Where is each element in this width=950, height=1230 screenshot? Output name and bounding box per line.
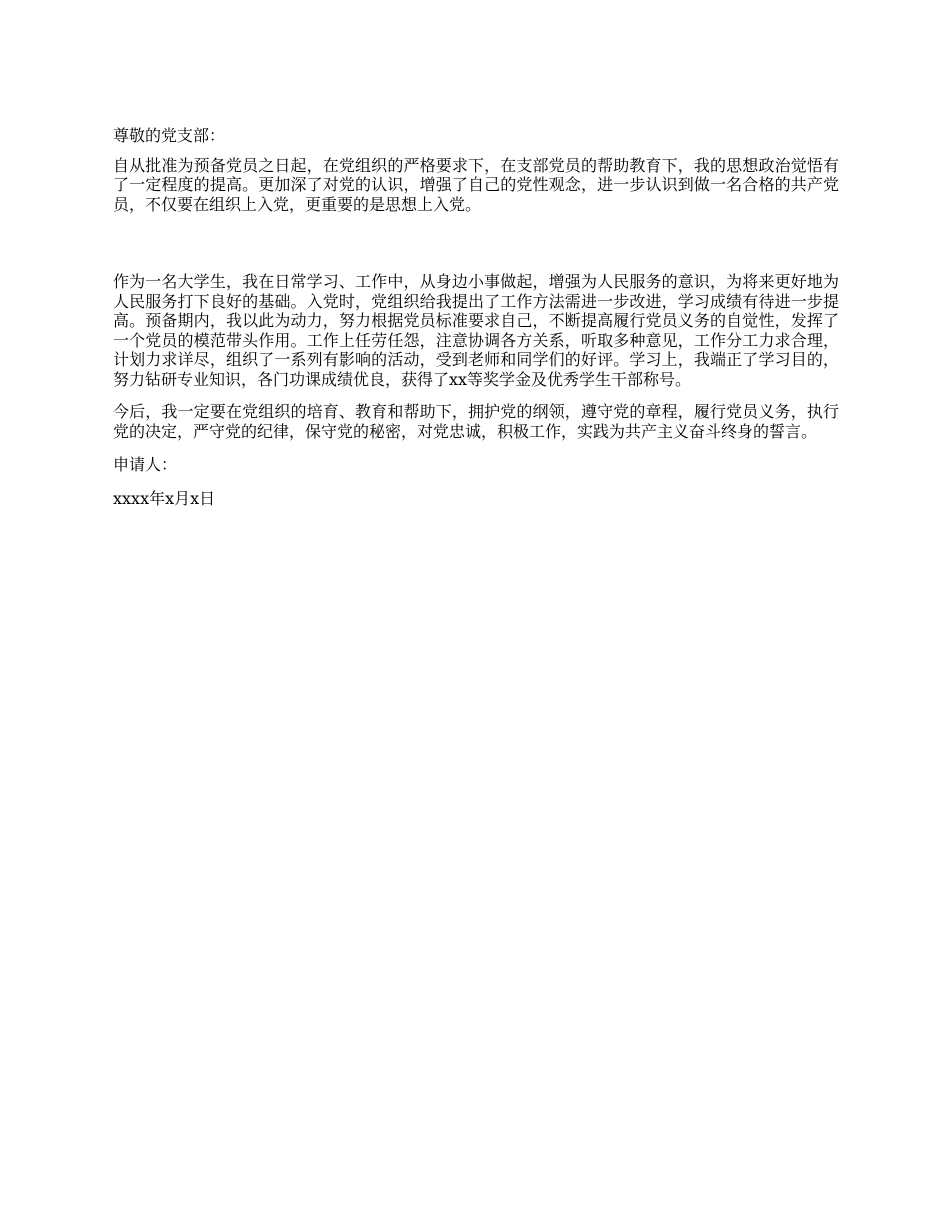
document-body <box>113 126 839 508</box>
salutation: 尊敬的党支部： <box>113 126 226 145</box>
signer-label: 申请人： <box>113 455 178 474</box>
paragraph-1: 自从批准为预备党员之日起，在党组织的严格要求下，在支部党员的帮助教育下，我的思想政治觉悟有了一定程度的提高。更加深了对党的认识，增强了自己的党性观念，进一步认识到做一名合格的共产党员，不仅要在组织上入党，更重要的是思想上入党。 <box>113 155 839 214</box>
paragraph-3: 今后，我一定要在党组织的培育、教育和帮助下，拥护党的纲领，遵守党的章程，履行党员义务，执行党的决定，严守党的纪律，保守党的秘密，对党忠诚，积极工作，实践为共产主义奋斗终身的誓言。 <box>113 402 839 441</box>
paragraph-2: 作为一名大学生，我在日常学习、工作中，从身边小事做起，增强为人民服务的意识，为将来更好地为人民服务打下良好的基础。入党时，党组织给我提出了工作方法需进一步改进，学习成绩有待进一步提高。预备期内，我以此为动力，努力根据党员标准要求自己，不断提高履行党员义务的自觉性，发挥了一个党员的模范带头作用。工作上任劳任怨，注意协调各方关系，听取多种意见，工作分工力求合理，计划力求详尽，组织了一系列有影响的活动，受到老师和同学们的好评。学习上，我端正了学习目的，努力钻研专业知识，各门功课成绩优良，获得了xx等奖学金及优秀学生干部称号。 <box>113 272 839 389</box>
date-line: xxxx年x月x日 <box>113 488 216 508</box>
